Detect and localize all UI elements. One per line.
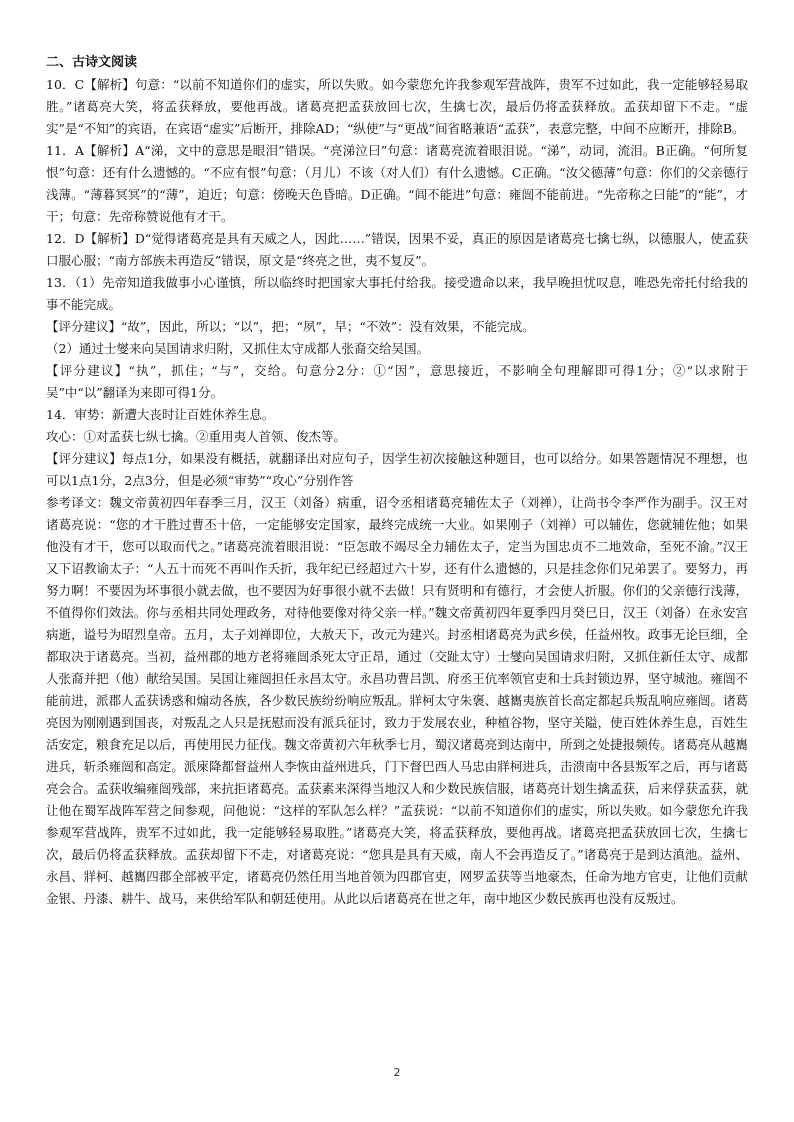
scoring-note-13-2: 【评分建议】“执”，抓住；“与”，交给。句意分2分：①“因”，意思接近，不影响全句理解即可得1分；②“以求附于吴”中“以”翻译为来即可得1分。 [46, 363, 748, 400]
scoring-note-14: 【评分建议】每点1分，如果没有概括，就翻译出对应句子，因学生初次接触这种题目，也可以给分。如果答题情况不理想，也可以1点1分，2点3分，但是必须“审势”“攻心”分别作答 [46, 451, 748, 488]
answer-12: 12．D【解析】D“觉得诸葛亮是具有天威之人，因此……”错误，因果不妥，真正的原因是诸葛亮七擒七纵，以德服人，使孟获口服心服；“南方部族未再造反”错误，原文是“终亮之世，夷不复反”。 [46, 231, 748, 268]
section-title: 二、古诗文阅读 [46, 55, 138, 70]
answer-14-gongxin: 攻心：①对孟获七纵七擒。②重用夷人首领、俊杰等。 [46, 429, 347, 444]
answer-10: 10．C【解析】句意：“以前不知道你们的虚实，所以失败。如今蒙您允许我参观军营战阵，贵军不过如此，我一定能够轻易取胜。”诸葛亮大笑，将孟获释放，要他再战。诸葛亮把孟获放回七次，生擒七次，最后仍将孟获释放。孟获却留下不走。“虚实”是“不知”的宾语，在宾语“虚实”后断开，排除AD；“纵使”与“更战”间省略兼语“孟获”，表意完整，中间不应断开，排除B。 [46, 77, 748, 136]
page-number: 2 [393, 1066, 401, 1079]
answer-11: 11．A【解析】A“涕，文中的意思是眼泪”错误。“亮涕泣曰”句意：诸葛亮流着眼泪说。“涕”，动词，流泪。B正确。“何所复恨”句意：还有什么遗憾的。“不应有恨”句意：（月儿）不该（对人们）有什么遗憾。C正确。“汝父德薄”句意：你们的父亲德行浅薄。“薄暮冥冥”的“薄”，迫近；句意：傍晚天色昏暗。D正确。“闾不能进”句意：雍闿不能前进。“先帝称之曰能”的“能”，才干；句意：先帝称赞说他有才干。 [46, 143, 748, 224]
answer-13-1: 13．（1）先帝知道我做事小心谨慎，所以临终时把国家大事托付给我。接受遗命以来，我早晚担忧叹息，唯恐先帝托付给我的事不能完成。 [46, 275, 748, 312]
answer-14: 14．审势：新遭大丧时让百姓休养生息。 [46, 407, 275, 422]
scoring-note-13-1: 【评分建议】“故”，因此，所以；“以”，把；“夙”，早；“不效”：没有效果，不能完成。 [46, 319, 535, 334]
answer-13-2: （2）通过士燮来向吴国请求归附，又抓住太守成都人张裔交给吴国。 [46, 341, 429, 356]
reference-translation: 参考译文：魏文帝黄初四年春季三月，汉王（刘备）病重，诏令丞相诸葛亮辅佐太子（刘禅），让尚书令李严作为副手。汉王对诸葛亮说：“您的才干胜过曹丕十倍，一定能够安定国家，最终完成统一大业。如果刚子（刘禅）可以辅佐，您就辅佐他；如果他没有才干，您可以取而代之。”诸葛亮流着眼泪说：“臣怎敢不竭尽全力辅佐太子，定当为国忠贞不二地效命，至死不渝。”汉王又下诏教谕太子：“人五十而死不再叫作夭折，我年纪已经超过六十岁，还有什么遗憾的，只是挂念你们兄弟罢了。要努力，再努力啊！不要因为坏事很小就去做，也不要因为好事很小就不去做！只有贤明和有德行，才会使人折服。你们的父亲德行浅薄，不值得你们效法。你与丞相共同处理政务，对待他要像对待父亲一样。”魏文帝黄初四年夏季四月癸巳日，汉王（刘备）在永安宫病逝，谥号为昭烈皇帝。五月，太子刘禅即位，大赦天下，改元为建兴。封丞相诸葛亮为武乡侯，任益州牧。政事无论巨细，全都取决于诸葛亮。当初，益州郡的地方老将雍闿杀死太守正昂，通过（交趾太守）士燮向吴国请求归附，又抓住新任太守、成都人张裔并把（他）献给吴国。吴国让雍闿担任永昌太守。永昌功曹吕凯、府丞王伉率领官吏和士兵封锁边界，坚守城池。雍闿不能前进，派郡人孟获诱惑和煽动各族，各少数民族纷纷响应叛乱。牂柯太守朱褒、越巂夷族首长高定都起兵叛乱响应雍闿。诸葛亮因为刚刚遇到国丧，对叛乱之人只是抚慰而没有派兵征讨，致力于发展农业，种植谷物，坚守关隘，使百姓休养生息，百姓生活安定，粮食充足以后，再使用民力征伐。魏文帝黄初六年秋季七月，蜀汉诸葛亮到达南中，所到之处捷报频传。诸葛亮从越巂进兵，斩杀雍闿和高定。派庲降都督益州人李恢由益州进兵，门下督巴西人马忠由牂柯进兵，击溃南中各县叛军之后，再与诸葛亮会合。孟获收编雍闿残部，来抗拒诸葛亮。孟获素来深得当地汉人和少数民族信服，诸葛亮计划生擒孟获，后来俘获孟获，就让他在蜀军战阵军营之间参观，问他说：“这样的军队怎么样？”孟获说：“以前不知道你们的虚实，所以失败。如今蒙您允许我参观军营战阵，贵军不过如此，我一定能够轻易取胜。”诸葛亮大笑，将孟获释放，要他再战。诸葛亮把孟获放回七次，生擒七次，最后仍将孟获释放。孟获却留下不走，对诸葛亮说：“您具是具有天威，南人不会再造反了。”诸葛亮于是到达滇池。益州、永昌、牂柯、越巂四郡全部被平定，诸葛亮仍然任用当地首领为四郡官吏，网罗孟获等当地豪杰，任命为地方官吏，让他们贡献金银、丹漆、耕牛、战马，来供给军队和朝廷使用。从此以后诸葛亮在世之年，南中地区少数民族再也没有反叛过。 [46, 495, 748, 906]
